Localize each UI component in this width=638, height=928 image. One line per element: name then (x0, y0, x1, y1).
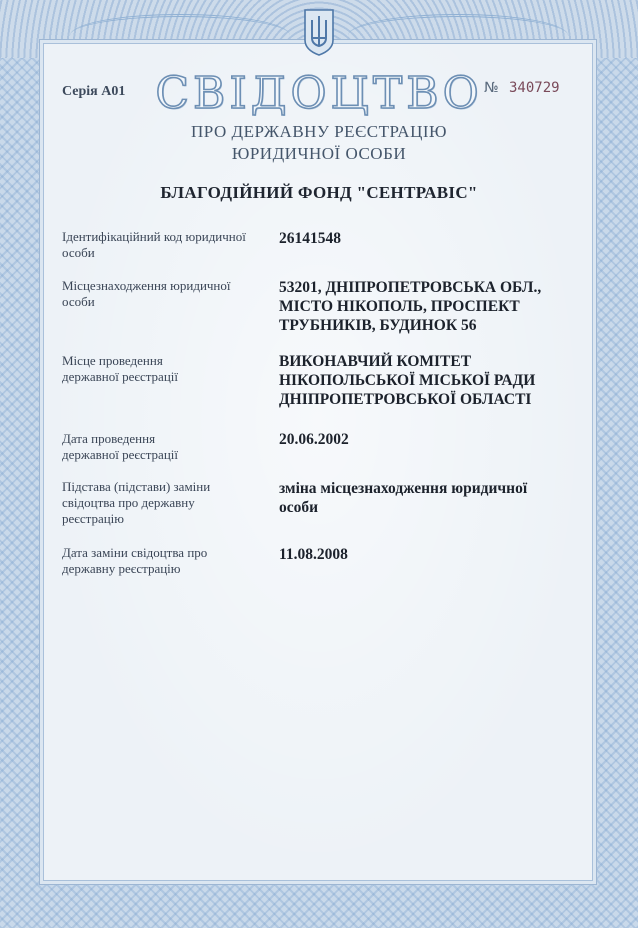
field-value-registration-place: ВИКОНАВЧИЙ КОМІТЕТ НІКОПОЛЬСЬКОЇ МІСЬКОЇ РАДИ ДНІПРОПЕТРОВСЬКОЇ ОБЛАСТІ (279, 353, 536, 408)
subtitle-line-1: ПРО ДЕРЖАВНУ РЕЄСТРАЦІЮ (191, 122, 447, 141)
trident-emblem-icon (302, 8, 336, 56)
subtitle-line-2: ЮРИДИЧНОЇ ОСОБИ (231, 144, 407, 163)
number-value: 340729 (509, 80, 560, 96)
certificate-number (484, 80, 560, 96)
certificate-subtitle (0, 121, 638, 165)
field-label-id-code: Ідентифікаційний код юридичної особи (62, 229, 246, 260)
organization-name: БЛАГОДІЙНИЙ ФОНД "СЕНТРАВІС" (160, 183, 478, 202)
field-label-registration-date: Дата проведення державної реєстрації (62, 431, 179, 462)
field-value-replacement-reason: зміна місцезнаходження юридичної особи (279, 480, 528, 516)
field-label-replacement-reason: Підстава (підстави) заміни свідоцтва про державну реєстрацію (62, 479, 211, 526)
field-label-location: Місцезнаходження юридичної особи (62, 278, 231, 309)
field-label-replacement-date: Дата заміни свідоцтва про державну реєстрацію (62, 545, 208, 576)
field-label-registration-place: Місце проведення державної реєстрації (62, 353, 179, 384)
series-label: Серія А01 (62, 84, 126, 99)
number-sign: № (484, 80, 499, 96)
field-value-location: 53201, ДНІПРОПЕТРОВСЬКА ОБЛ., МІСТО НІКОПОЛЬ, ПРОСПЕКТ ТРУБНИКІВ, БУДИНОК 56 (279, 279, 542, 334)
certificate-title: СВІДОЦТВО (155, 68, 483, 119)
field-value-id-code: 26141548 (279, 230, 341, 247)
field-value-replacement-date: 11.08.2008 (279, 546, 348, 563)
field-value-registration-date: 20.06.2002 (279, 431, 349, 448)
